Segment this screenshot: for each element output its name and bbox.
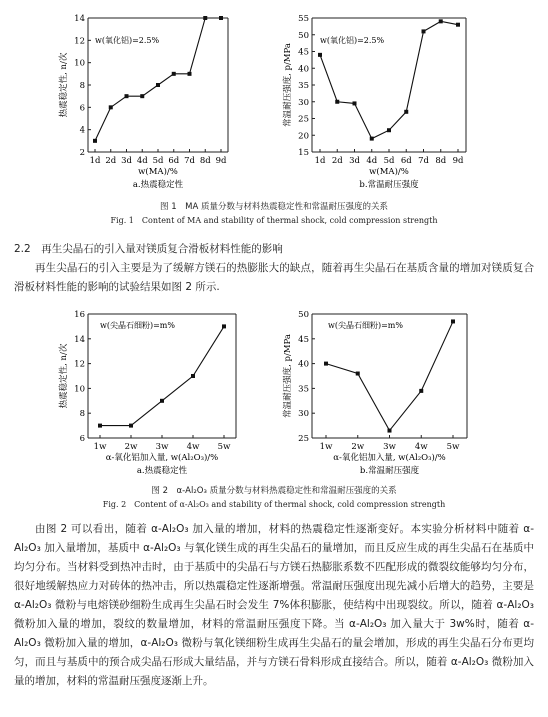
- y-tick-label: 12: [74, 359, 85, 370]
- series-line: [326, 321, 453, 430]
- y-axis-label: 常温耐压强度, p/MPa: [283, 334, 293, 418]
- x-tick-label: 5w: [217, 442, 231, 452]
- data-point: [335, 100, 339, 104]
- y-axis-label: 热震稳定性, n/次: [59, 52, 69, 118]
- data-point: [93, 139, 97, 143]
- fig2a-chart: [0, 300, 274, 480]
- y-axis-label: 常温耐压强度, p/MPa: [283, 43, 293, 127]
- y-axis-label: 热震稳定性, n/次: [59, 343, 69, 409]
- data-point: [456, 23, 460, 27]
- x-tick-label: 3w: [155, 442, 169, 452]
- y-tick-label: 25: [298, 434, 309, 444]
- y-tick-label: 15: [298, 148, 309, 158]
- data-point: [324, 362, 328, 366]
- x-axis-label: α-氧化铝加入量, w(Al₂O₃)/%: [105, 453, 219, 463]
- x-tick-label: 2w: [351, 442, 365, 452]
- x-axis-label: α-氧化铝加入量, w(Al₂O₃)/%: [333, 453, 446, 463]
- data-point: [387, 128, 391, 132]
- data-point: [439, 19, 443, 23]
- x-tick-label: 6d: [400, 156, 412, 166]
- y-tick-label: 2: [79, 148, 85, 158]
- x-tick-label: 4w: [414, 442, 428, 452]
- y-tick-label: 40: [298, 359, 309, 370]
- data-point: [172, 72, 176, 76]
- data-point: [419, 389, 423, 393]
- y-tick-label: 30: [298, 409, 309, 420]
- y-tick-label: 14: [74, 334, 85, 345]
- data-point: [219, 16, 223, 20]
- data-point: [125, 94, 129, 98]
- body-paragraph: [14, 520, 534, 691]
- x-tick-label: 4d: [136, 156, 148, 166]
- x-tick-label: 1w: [319, 442, 333, 452]
- y-tick-label: 25: [298, 114, 309, 125]
- section-heading: 2.2 再生尖晶石的引入量对镁质复合滑板材料性能的影响: [14, 243, 283, 255]
- section-intro-text: 再生尖晶石的引入主要是为了缓解方镁石的热膨胀大的缺点，随着再生尖晶石在基质含量的增加对镁质复合滑板材料性能的影响的试验结果如图 2 所示.: [14, 262, 534, 293]
- x-tick-label: 5d: [152, 156, 164, 166]
- y-tick-label: 6: [79, 434, 85, 444]
- chart-annotation: w(氧化铝)=2.5%: [320, 36, 385, 45]
- data-point: [356, 372, 360, 376]
- y-tick-label: 14: [74, 14, 85, 24]
- x-tick-label: 8d: [435, 156, 447, 166]
- x-tick-label: 3w: [383, 442, 396, 452]
- x-axis-label: w(MA)/%: [138, 167, 178, 177]
- fig1a-chart: [0, 0, 274, 200]
- body-text: 由图 2 可以看出，随着 α-Al₂O₃ 加入量的增加，材料的热震稳定性逐渐变好。本实验分析材料中随着 α-Al₂O₃ 加入量增加，基质中 α-Al₂O₃ 与氧化镁生成的再生尖晶石的量增加，而且反应生成的再生尖晶石在基质中均匀分布。当材料受到热冲击时，由于基质中的尖晶石与方镁石热膨胀系数不匹配形成的微裂纹能够均匀分布，很好地缓解热应力对砖体的热冲击，所以热震稳定性逐渐增强。常温耐压强度出现先减小后增大的趋势，主要是 α-Al₂O₃ 微粉与电熔镁砂细粉生成再生尖晶石时会发生 7%体积膨胀，使结构中出现裂纹。所以，随着 α-Al₂O₃ 微粉加入量的增加，裂纹的数量增加，材料的常温耐压强度下降。当 α-Al₂O₃ 加入量大于 3w%时，随着 α-Al₂O₃ 微粉加入量的增加，α-Al₂O₃ 微粉与氧化镁细粉生成再生尖晶石的量会增加，形成的再生尖晶石分布更均匀，而且与基质中的预合成尖晶石形成大量结晶，并与方镁石骨料形成直接结合。所以，随着 α-Al₂O₃ 微粉加入量的增加，材料的常温耐压强度逐渐上升。: [14, 523, 534, 687]
- x-tick-label: 5w: [446, 442, 460, 452]
- fig2-caption-cn: 图 2 α-Al₂O₃ 质量分数与材料热震稳定性和常温耐压强度的关系: [151, 486, 397, 496]
- y-tick-label: 45: [298, 334, 309, 345]
- x-tick-label: 1w: [93, 442, 107, 452]
- fig1b-chart: [274, 0, 548, 200]
- data-point: [160, 399, 164, 403]
- x-tick-label: 7d: [184, 156, 195, 166]
- data-point: [140, 94, 144, 98]
- y-tick-label: 50: [298, 30, 309, 41]
- x-tick-label: 2d: [331, 156, 343, 166]
- data-point: [129, 424, 133, 428]
- data-point: [98, 424, 102, 428]
- y-tick-label: 50: [298, 310, 309, 320]
- chart-annotation: w(尖晶石细粉)=m%: [328, 321, 403, 330]
- x-tick-label: 4d: [366, 156, 378, 166]
- section-intro-paragraph: [14, 259, 534, 297]
- data-point: [388, 429, 392, 433]
- y-tick-label: 55: [298, 14, 309, 24]
- data-point: [191, 374, 195, 378]
- y-tick-label: 40: [298, 64, 309, 75]
- y-tick-label: 35: [298, 81, 309, 91]
- subfigure-label: a.热震稳定性: [136, 466, 188, 476]
- data-point: [353, 101, 357, 105]
- data-point: [222, 324, 226, 328]
- x-tick-label: 4w: [186, 442, 200, 452]
- data-point: [318, 53, 322, 57]
- x-tick-label: 2d: [105, 156, 117, 166]
- fig1-caption-cn: 图 1 MA 质量分数与材料热震稳定性和常温耐压强度的关系: [160, 202, 388, 212]
- data-point: [370, 137, 374, 141]
- y-tick-label: 8: [79, 81, 85, 91]
- x-tick-label: 9d: [215, 156, 227, 166]
- series-line: [100, 326, 224, 425]
- y-tick-label: 10: [74, 58, 85, 69]
- x-tick-label: 2w: [124, 442, 138, 452]
- x-tick-label: 5d: [383, 156, 395, 166]
- data-point: [451, 319, 455, 323]
- fig2-caption-en: Fig. 2 Content of α-Al₂O₃ and stability of thermal shock, cold compression strength: [102, 500, 446, 509]
- subfigure-label: a.热震稳定性: [132, 180, 184, 190]
- subfigure-label: b.常温耐压强度: [359, 180, 419, 190]
- x-tick-label: 7d: [418, 156, 429, 166]
- x-tick-label: 9d: [452, 156, 464, 166]
- fig1-caption-en: Fig. 1 Content of MA and stability of thermal shock, cold compression strength: [110, 216, 438, 225]
- x-tick-label: 8d: [199, 156, 211, 166]
- chart-annotation: w(尖晶石细粉)=m%: [100, 321, 175, 330]
- x-axis-label: w(MA)/%: [369, 167, 409, 177]
- subfigure-label: b.常温耐压强度: [359, 466, 420, 476]
- x-tick-label: 6d: [168, 156, 180, 166]
- y-tick-label: 12: [74, 36, 85, 47]
- x-tick-label: 3d: [349, 156, 360, 166]
- x-tick-label: 3d: [121, 156, 132, 166]
- y-tick-label: 10: [74, 384, 85, 395]
- x-tick-label: 1d: [314, 156, 326, 166]
- data-point: [156, 83, 160, 87]
- y-tick-label: 20: [298, 131, 309, 142]
- x-tick-label: 1d: [89, 156, 101, 166]
- y-tick-label: 4: [79, 125, 85, 136]
- y-tick-label: 35: [298, 384, 309, 395]
- y-tick-label: 16: [74, 310, 85, 320]
- fig2b-chart: [274, 300, 548, 480]
- y-tick-label: 6: [79, 103, 85, 114]
- y-tick-label: 8: [79, 409, 85, 420]
- y-tick-label: 30: [298, 97, 309, 108]
- chart-annotation: w(氧化铝)=2.5%: [95, 36, 160, 45]
- data-point: [188, 72, 192, 76]
- data-point: [109, 105, 113, 109]
- data-point: [404, 110, 408, 114]
- y-tick-label: 45: [298, 47, 309, 58]
- data-point: [203, 16, 207, 20]
- data-point: [422, 29, 426, 33]
